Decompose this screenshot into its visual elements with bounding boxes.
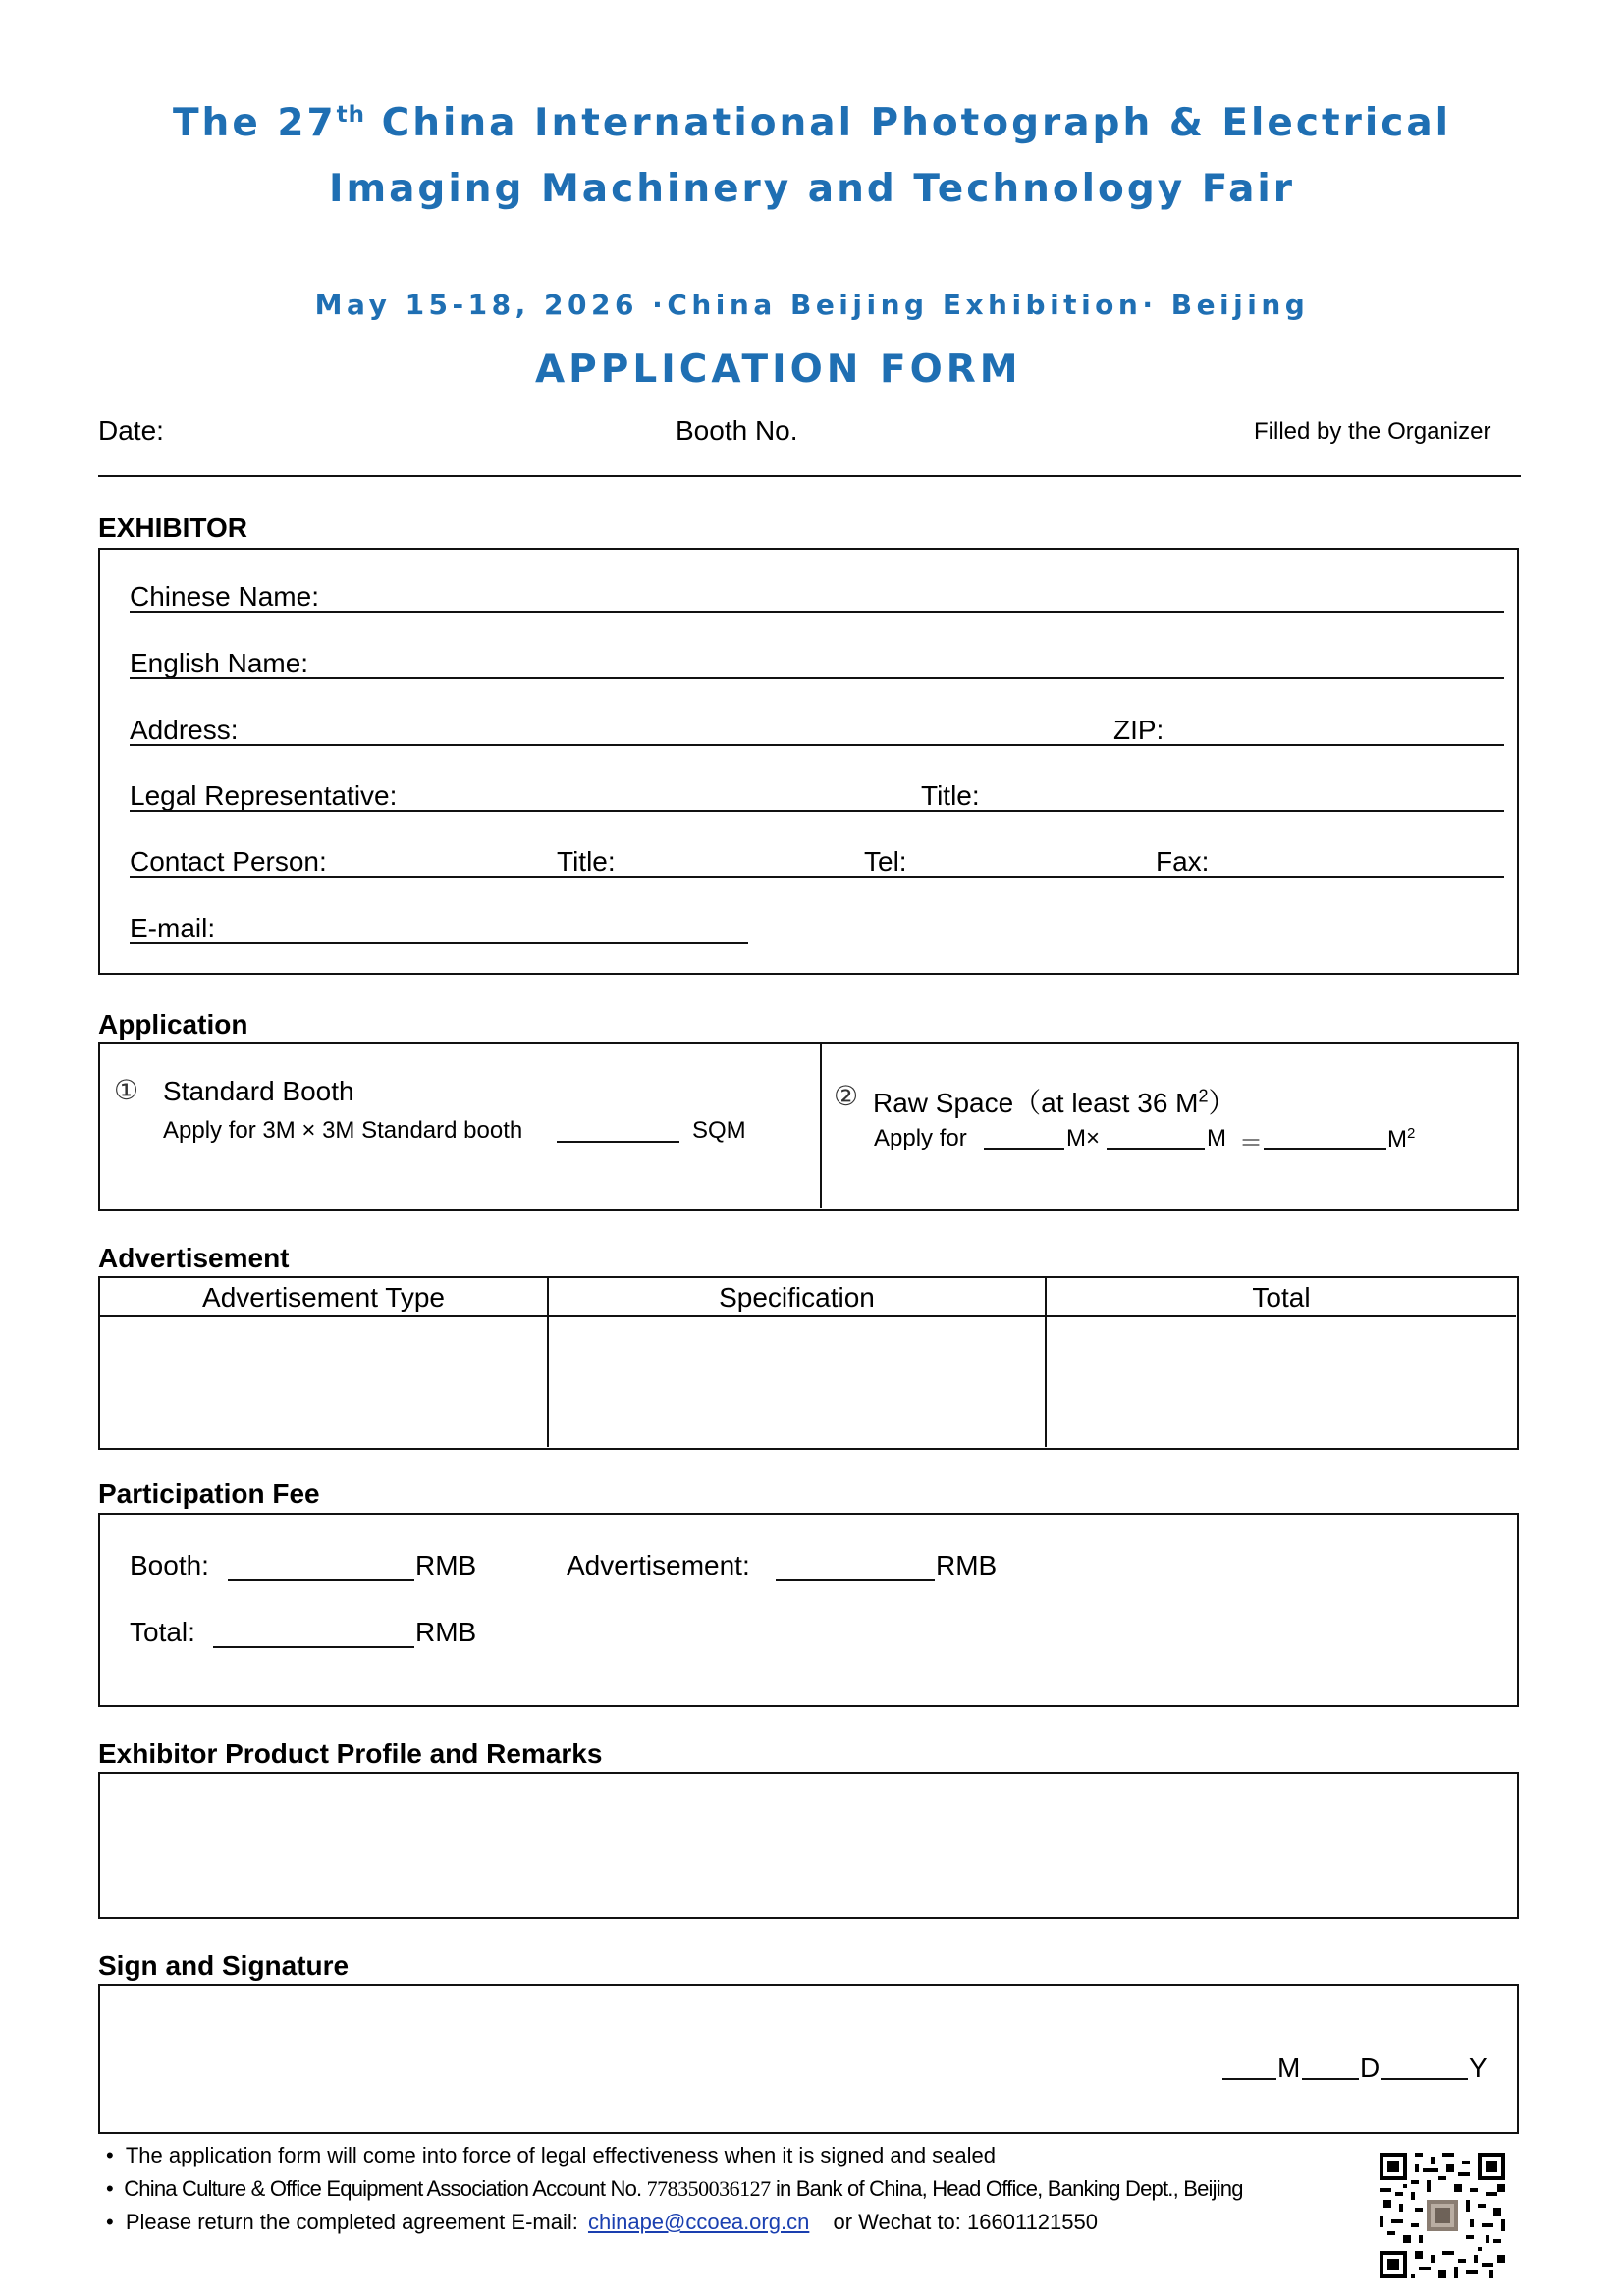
qr-code-icon bbox=[1380, 2153, 1505, 2278]
signature-box[interactable] bbox=[98, 1984, 1519, 2134]
address-label: Address: bbox=[130, 715, 239, 745]
ad-fee-field[interactable] bbox=[776, 1579, 935, 1581]
chinese-name-label: Chinese Name: bbox=[130, 581, 319, 612]
bullet: • bbox=[106, 2210, 114, 2234]
legal-title-label: Title: bbox=[921, 780, 980, 811]
chinese-name-field[interactable] bbox=[130, 611, 1504, 613]
standard-option-marker[interactable]: ① bbox=[114, 1075, 139, 1105]
address-field[interactable] bbox=[130, 744, 1185, 746]
bullet: • bbox=[106, 2176, 113, 2201]
qr-code-graphic bbox=[1380, 2153, 1505, 2278]
column-header-specification: Specification bbox=[719, 1282, 875, 1312]
booth-fee-unit: RMB bbox=[415, 1550, 477, 1580]
account-number: 778350036127 bbox=[646, 2176, 771, 2201]
fee-box bbox=[98, 1513, 1519, 1707]
profile-remarks-box[interactable] bbox=[98, 1772, 1519, 1919]
standard-booth-apply: Apply for 3M × 3M Standard booth bbox=[163, 1117, 523, 1144]
tel-label: Tel: bbox=[864, 846, 907, 877]
raw-space-apply: Apply for bbox=[874, 1125, 967, 1151]
advertisement-type-cell[interactable] bbox=[102, 1319, 545, 1445]
zip-label: ZIP: bbox=[1113, 715, 1164, 745]
title-line-1 bbox=[0, 101, 1624, 145]
title-part: The 27 bbox=[172, 101, 337, 145]
advertisement-table bbox=[98, 1276, 1519, 1450]
column-header-advertisement-type: Advertisement Type bbox=[202, 1282, 445, 1312]
ad-fee-label: Advertisement: bbox=[567, 1550, 750, 1580]
raw-width-field[interactable] bbox=[1107, 1148, 1205, 1150]
raw-mx-label: M× bbox=[1066, 1125, 1101, 1151]
standard-booth-unit: SQM bbox=[692, 1117, 746, 1144]
standard-booth-title: Standard Booth bbox=[163, 1076, 354, 1106]
booth-no-label: Booth No. bbox=[676, 415, 798, 446]
contact-email-link[interactable]: chinape@ccoea.org.cn bbox=[587, 2210, 810, 2234]
section-title-participation-fee: Participation Fee bbox=[98, 1478, 320, 1509]
standard-booth-qty-field[interactable] bbox=[557, 1141, 679, 1143]
sign-month-label: M bbox=[1277, 2053, 1301, 2083]
total-fee-unit: RMB bbox=[415, 1617, 477, 1647]
contact-person-label: Contact Person: bbox=[130, 846, 327, 877]
raw-m2-text: M bbox=[1387, 1126, 1407, 1152]
contact-row-field[interactable] bbox=[130, 876, 1504, 878]
wechat-number: 16601121550 bbox=[967, 2210, 1098, 2234]
event-subtitle: May 15-18, 2026 ·China Beijing Exhibition· Beijing bbox=[314, 289, 1310, 321]
english-name-label: English Name: bbox=[130, 648, 309, 678]
footer-note-text: China Culture & Office Equipment Association Account No. bbox=[124, 2176, 642, 2201]
footer-note-text: The application form will come into force of legal effectiveness when it is signed and sealed bbox=[125, 2143, 997, 2167]
title-part: China International Photograph & Electrical bbox=[365, 101, 1452, 145]
sign-day-field[interactable] bbox=[1302, 2078, 1359, 2080]
bullet: • bbox=[106, 2143, 114, 2167]
legal-rep-label: Legal Representative: bbox=[130, 780, 398, 811]
sign-year-label: Y bbox=[1469, 2053, 1488, 2083]
footer-note-contact bbox=[106, 2210, 1098, 2235]
column-header-total: Total bbox=[1252, 1282, 1311, 1312]
date-label: Date: bbox=[98, 415, 164, 446]
booth-fee-field[interactable] bbox=[228, 1579, 414, 1581]
fax-label: Fax: bbox=[1156, 846, 1210, 877]
english-name-field[interactable] bbox=[130, 677, 1504, 679]
footer-note-text: or Wechat to: bbox=[833, 2210, 961, 2234]
footer-note-account bbox=[106, 2176, 1243, 2202]
organizer-note: Filled by the Organizer bbox=[1254, 418, 1491, 445]
sign-year-field[interactable] bbox=[1381, 2078, 1468, 2080]
raw-option-marker[interactable]: ② bbox=[834, 1081, 859, 1111]
header-divider bbox=[98, 475, 1521, 477]
raw-title-part: ） bbox=[1208, 1088, 1236, 1118]
raw-m-label: M bbox=[1207, 1125, 1226, 1151]
title-ordinal: th bbox=[336, 102, 365, 128]
table-header-rule bbox=[100, 1315, 1516, 1317]
raw-area-field[interactable] bbox=[1264, 1148, 1386, 1150]
total-fee-label: Total: bbox=[130, 1617, 195, 1647]
total-fee-field[interactable] bbox=[213, 1646, 414, 1648]
section-title-exhibitor: EXHIBITOR bbox=[98, 512, 247, 543]
exhibitor-box bbox=[98, 548, 1519, 975]
booth-fee-label: Booth: bbox=[130, 1550, 209, 1580]
total-cell[interactable] bbox=[1049, 1319, 1514, 1445]
zip-field[interactable] bbox=[1185, 744, 1504, 746]
footer-note-text: Please return the completed agreement E-mail: bbox=[125, 2210, 578, 2234]
email-field[interactable] bbox=[130, 942, 748, 944]
footer-note-legal bbox=[106, 2143, 996, 2168]
raw-title-part: Raw Space（at least 36 M bbox=[873, 1088, 1199, 1118]
section-title-profile: Exhibitor Product Profile and Remarks bbox=[98, 1738, 603, 1769]
specification-cell[interactable] bbox=[551, 1319, 1043, 1445]
footer-note-text: in Bank of China, Head Office, Banking Dept., Beijing bbox=[775, 2176, 1243, 2201]
raw-space-title bbox=[873, 1082, 1236, 1121]
ad-fee-unit: RMB bbox=[936, 1550, 998, 1580]
section-title-application: Application bbox=[98, 1009, 248, 1040]
application-divider bbox=[820, 1044, 822, 1208]
section-title-signature: Sign and Signature bbox=[98, 1950, 350, 1981]
application-box bbox=[98, 1042, 1519, 1211]
email-label: E-mail: bbox=[130, 913, 216, 943]
raw-length-field[interactable] bbox=[984, 1148, 1064, 1150]
legal-rep-field[interactable] bbox=[130, 810, 1504, 812]
raw-m2-label bbox=[1387, 1125, 1415, 1153]
raw-m2-sup: 2 bbox=[1407, 1125, 1416, 1142]
title-line-2: Imaging Machinery and Technology Fair bbox=[328, 167, 1296, 211]
form-title: APPLICATION FORM bbox=[535, 347, 1022, 392]
contact-title-label: Title: bbox=[557, 846, 616, 877]
section-title-advertisement: Advertisement bbox=[98, 1243, 290, 1273]
raw-equals: ＝ bbox=[1239, 1130, 1263, 1156]
sign-day-label: D bbox=[1360, 2053, 1380, 2083]
raw-title-sup: 2 bbox=[1198, 1086, 1209, 1106]
sign-month-field[interactable] bbox=[1222, 2078, 1276, 2080]
